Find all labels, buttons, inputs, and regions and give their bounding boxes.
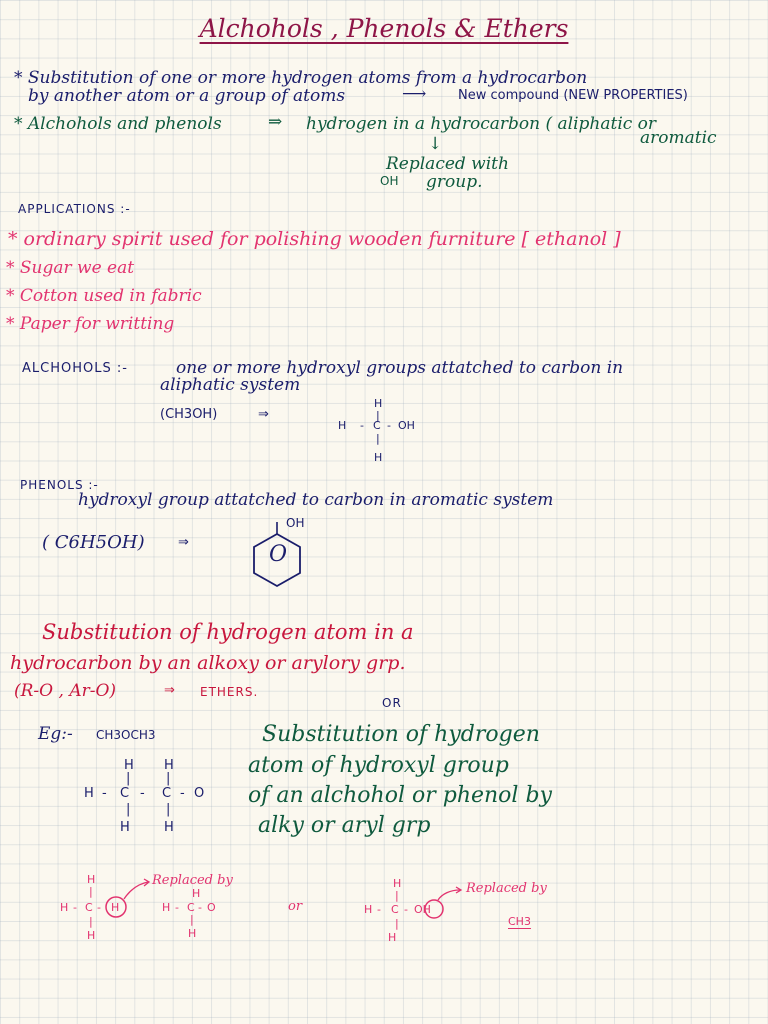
ethers-alt-definition-4: alky or aryl grp xyxy=(258,813,431,838)
application-item-3: * Cotton used in fabric xyxy=(6,286,202,306)
rep-mid-top-h: H xyxy=(192,887,201,900)
bond-icon: - xyxy=(140,786,145,801)
bond-icon: | xyxy=(190,913,194,926)
bond-icon: | xyxy=(89,885,93,898)
example-label: Eg:- xyxy=(38,724,73,744)
bond-icon: - xyxy=(102,786,107,801)
application-item-4: * Paper for writting xyxy=(6,314,175,334)
ether-carbon-2: C xyxy=(162,786,172,801)
ether-top-h-1: H xyxy=(124,758,134,773)
bond-icon: - xyxy=(198,901,202,914)
rep-right-oh: OH xyxy=(414,903,431,916)
phenol-oh: OH xyxy=(286,516,305,530)
ether-top-h-2: H xyxy=(164,758,174,773)
application-item-1: * ordinary spirit used for polishing wooden furniture [ ethanol ] xyxy=(8,228,621,250)
methanol-formula: (CH3OH) xyxy=(160,407,218,422)
replaced-by-label-left: Replaced by xyxy=(152,873,233,888)
ether-bottom-h-2: H xyxy=(164,820,174,835)
rep-left-bottom-h: H xyxy=(87,929,96,942)
example-formula: CH3OCH3 xyxy=(96,728,156,742)
rep-right-h: H xyxy=(364,903,373,916)
bond-icon: | xyxy=(126,802,131,817)
methanol-left-h: H xyxy=(338,419,347,432)
implies-arrow-icon: ⇒ xyxy=(178,535,189,550)
bond-icon: - xyxy=(377,903,381,916)
bond-icon: - xyxy=(360,419,364,432)
intro-new-compound: New compound (NEW PROPERTIES) xyxy=(458,88,688,103)
bond-icon: - xyxy=(97,901,101,914)
ethers-definition-1: Substitution of hydrogen atom in a xyxy=(42,620,414,644)
alcohols-definition-2: aliphatic system xyxy=(160,375,301,395)
rep-right-carbon: C xyxy=(391,903,399,916)
bond-icon: | xyxy=(376,432,380,445)
bond-icon: | xyxy=(166,771,171,786)
rep-left-carbon: C xyxy=(85,901,93,914)
bond-icon: | xyxy=(376,409,380,422)
bond-icon: | xyxy=(126,771,131,786)
replaced-by-label-right: Replaced by xyxy=(466,881,547,896)
alcohols-heading: ALCHOHOLS :- xyxy=(22,361,128,376)
intro-hydrogen-text: hydrogen in a hydrocarbon ( aliphatic or xyxy=(306,114,657,134)
bond-icon: - xyxy=(175,901,179,914)
implies-arrow-icon: ⇒ xyxy=(258,407,269,422)
bond-icon: - xyxy=(387,419,391,432)
bond-icon: | xyxy=(166,802,171,817)
application-item-2: * Sugar we eat xyxy=(6,258,135,278)
rep-mid-bottom-h: H xyxy=(188,927,197,940)
ethers-formula: (R-O , Ar-O) xyxy=(14,681,117,701)
ethers-alt-definition-2: atom of hydroxyl group xyxy=(248,753,509,778)
rep-left-h: H xyxy=(60,901,69,914)
rep-mid-oxygen: O xyxy=(207,901,216,914)
group-text: group. xyxy=(426,172,483,192)
arrow-right-icon: ⟶ xyxy=(402,84,427,104)
ethers-alt-definition-1: Substitution of hydrogen xyxy=(262,722,540,747)
bond-icon: | xyxy=(395,917,399,930)
rep-mid-h: H xyxy=(162,901,171,914)
ch3-label: CH3 xyxy=(508,915,531,928)
phenols-definition: hydroxyl group attatched to carbon in aromatic system xyxy=(78,490,554,510)
arrow-down-icon: ↓ xyxy=(428,134,443,154)
replaced-with-text: Replaced with xyxy=(386,154,509,174)
ethers-alt-definition-3: of an alchohol or phenol by xyxy=(248,783,552,808)
bond-icon: - xyxy=(404,903,408,916)
phenol-formula: ( C6H5OH) xyxy=(42,532,145,553)
bond-icon: | xyxy=(395,889,399,902)
or-label: OR xyxy=(382,696,402,710)
implies-arrow-icon: ⇒ xyxy=(268,112,283,132)
alcohols-definition-1: one or more hydroxyl groups attatched to carbon in xyxy=(176,358,624,378)
rep-left-top-h: H xyxy=(87,873,96,886)
rep-right-bottom-h: H xyxy=(388,931,397,944)
methanol-carbon: C xyxy=(373,419,381,432)
or-label-small: or xyxy=(288,899,303,914)
bond-icon: | xyxy=(89,915,93,928)
phenols-heading: PHENOLS :- xyxy=(20,478,99,492)
methanol-top-h: H xyxy=(374,397,383,410)
bond-icon: - xyxy=(73,901,77,914)
ether-left-h: H xyxy=(84,786,94,801)
ether-bottom-h-1: H xyxy=(120,820,130,835)
intro-line-1: * Substitution of one or more hydrogen atoms from a hydrocarbon xyxy=(14,68,588,88)
rep-mid-carbon: C xyxy=(187,901,195,914)
page-title: Alchohols , Phenols & Ethers xyxy=(199,14,569,43)
bond-icon: - xyxy=(180,786,185,801)
ethers-result: ETHERS. xyxy=(200,685,259,699)
intro-aromatic: aromatic xyxy=(640,128,717,148)
methanol-bottom-h: H xyxy=(374,451,383,464)
replace-arrow-right-icon xyxy=(420,880,470,920)
replace-arrow-left-icon xyxy=(100,872,160,922)
rep-left-circled-h: H xyxy=(111,901,120,914)
ether-oxygen: O xyxy=(194,786,205,801)
rep-right-top-h: H xyxy=(393,877,402,890)
ether-carbon-1: C xyxy=(120,786,130,801)
methanol-oh: OH xyxy=(398,419,415,432)
intro-line-2: by another atom or a group of atoms xyxy=(28,86,346,106)
ethers-definition-2: hydrocarbon by an alkoxy or arylory grp. xyxy=(10,652,406,674)
benzene-ring-circle: O xyxy=(269,542,288,567)
implies-arrow-icon: ⇒ xyxy=(164,683,175,698)
oh-label: OH xyxy=(380,174,399,188)
applications-heading: APPLICATIONS :- xyxy=(18,202,131,216)
intro-line-3: * Alchohols and phenols xyxy=(14,114,222,134)
